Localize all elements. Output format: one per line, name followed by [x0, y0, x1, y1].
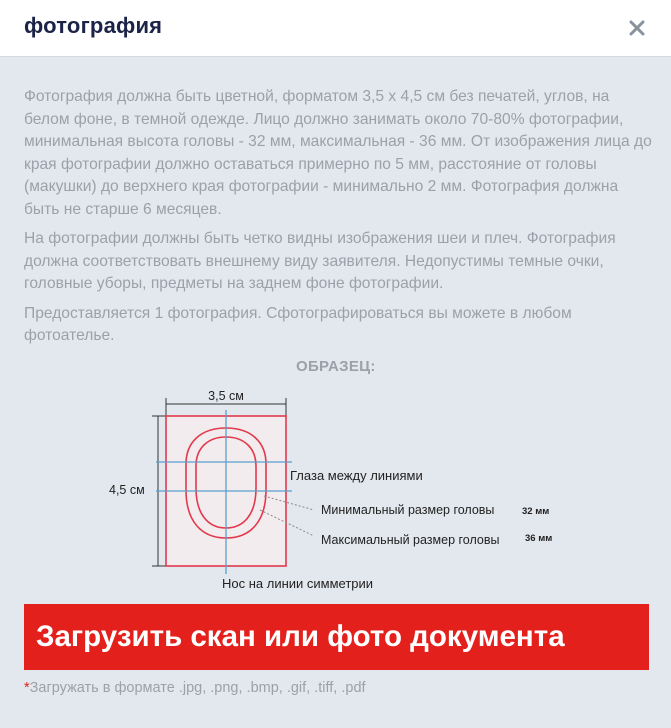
requirements-paragraph: Предоставляется 1 фотография. Сфотографироваться вы можете в любом фотоателье. [24, 304, 572, 344]
requirements-text [24, 86, 654, 355]
min-head-value: 32 мм [522, 506, 550, 517]
requirements-paragraph: На фотографии должны быть четко видны изображения шеи и плеч. Фотография должна соответствовать внешнему виду заявителя. Недопустимы темные очки, головные уборы, предметы на заднем фоне фотографии. [24, 230, 616, 292]
eyes-label: Глаза между линиями [290, 468, 423, 483]
close-icon [623, 14, 651, 42]
upload-document-button[interactable] [24, 604, 649, 670]
photo-sample-diagram [100, 384, 570, 594]
height-label: 4,5 см [109, 483, 145, 497]
modal-header [0, 0, 671, 57]
width-label: 3,5 см [208, 389, 244, 403]
required-asterisk: * [24, 680, 30, 696]
upload-button-label: Загрузить скан или фото документа [36, 620, 565, 653]
max-head-value: 36 мм [525, 533, 553, 544]
sample-label: ОБРАЗЕЦ: [296, 358, 376, 375]
formats-note-text: Загружать в формате .jpg, .png, .bmp, .gif, .tiff, .pdf [29, 680, 366, 696]
formats-note [24, 680, 366, 696]
modal-title: фотография [24, 13, 163, 38]
requirements-paragraph: Фотография должна быть цветной, форматом 3,5 х 4,5 см без печатей, углов, на белом фоне, в темной одежде. Лицо должно занимать около 70-80% фотографии, минимальная высота головы - 32 мм, максимальная - 36 мм. От изображения лица до края фотографии должно оставаться примерно по 5 мм, расстояние от головы (макушки) до верхнего края фотографии - минимально 2 мм. Фотография должна быть не старше 6 месяцев. [24, 88, 652, 218]
close-button[interactable] [623, 14, 651, 42]
max-head-label: Максимальный размер головы [321, 533, 500, 547]
nose-label: Нос на линии симметрии [222, 576, 374, 591]
min-head-label: Минимальный размер головы [321, 503, 495, 517]
